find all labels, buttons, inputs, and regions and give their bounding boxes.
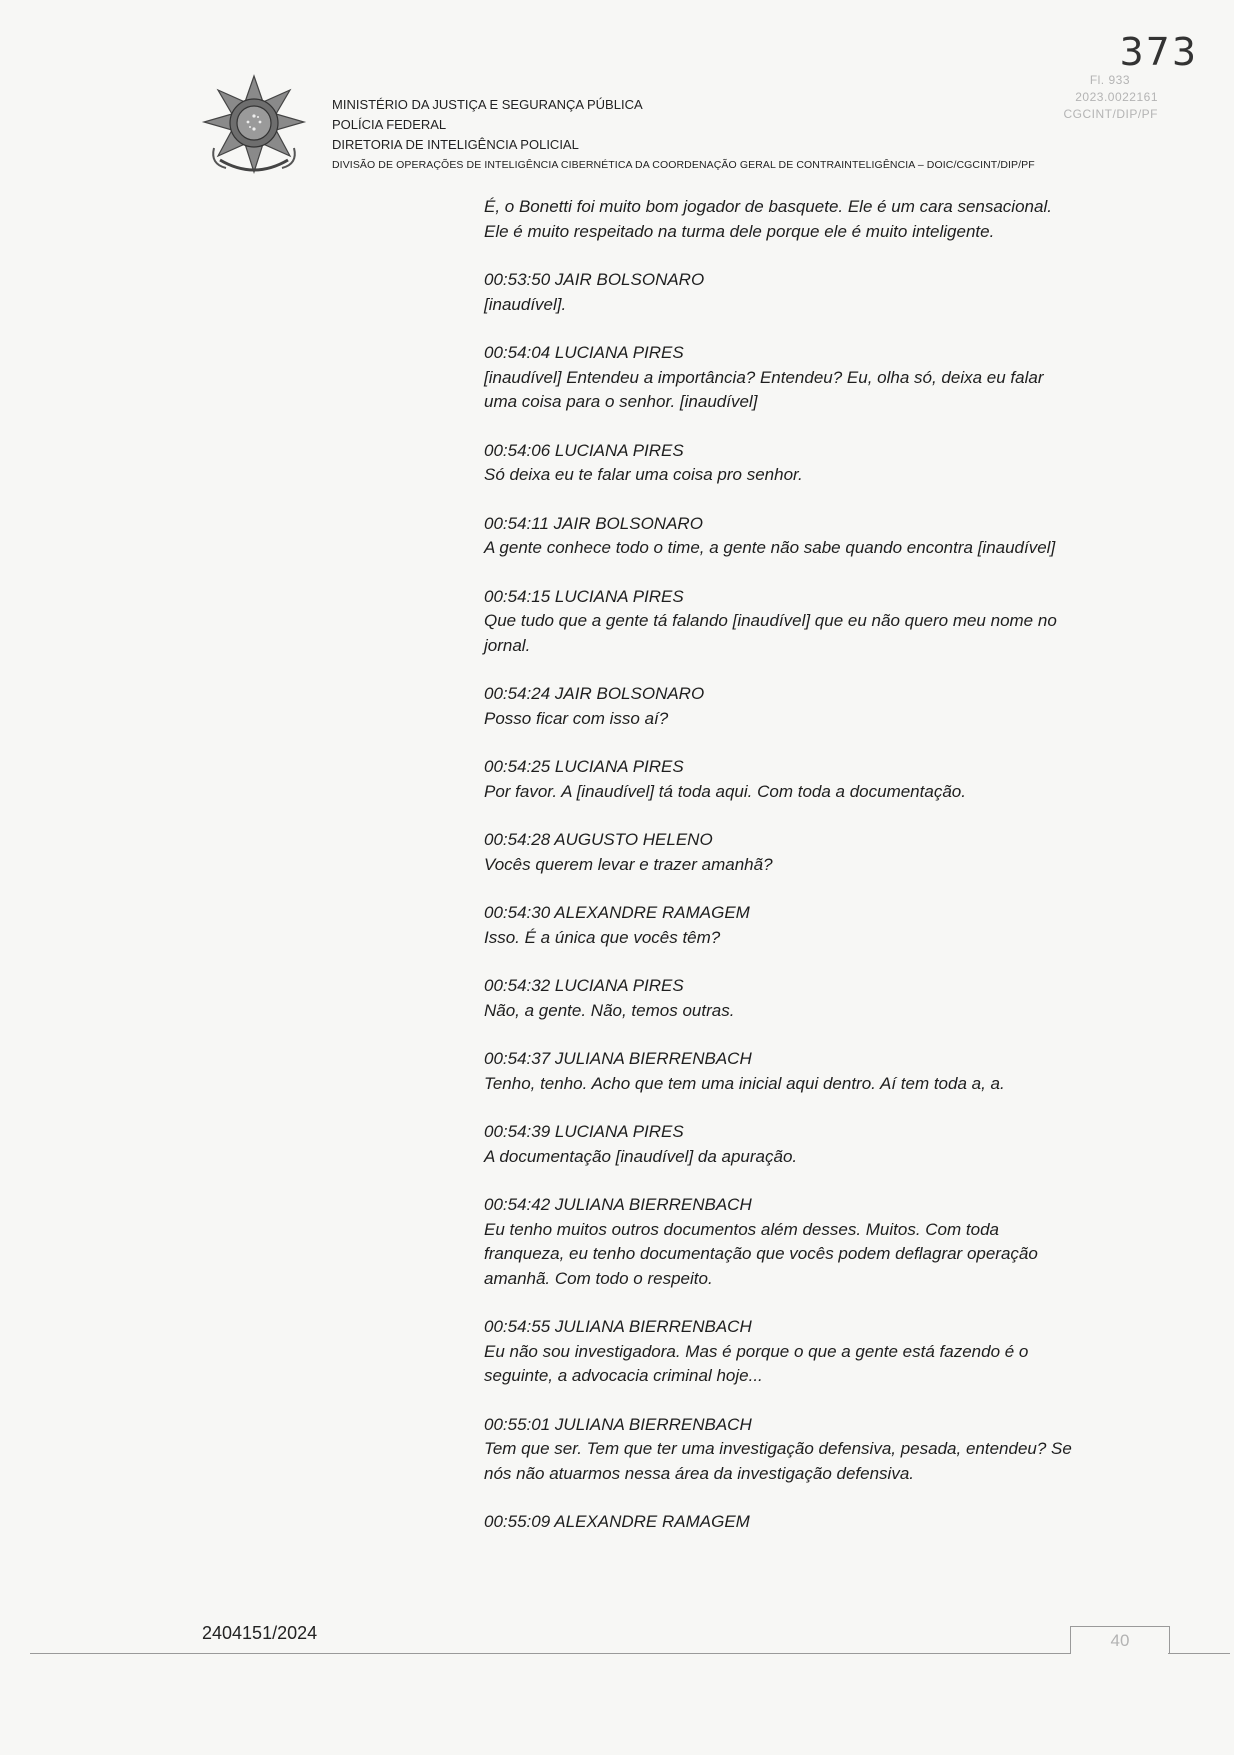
transcript-line: [inaudível]. — [484, 294, 567, 314]
transcript-line: Isso. É a única que vocês têm? — [484, 927, 721, 947]
speaker-name: LUCIANA PIRES — [554, 586, 684, 606]
transcript-line: Ele é muito respeitado na turma dele porque ele é muito inteligente. — [484, 221, 995, 241]
footer-divider — [30, 1653, 1070, 1654]
speaker-line — [484, 1193, 1124, 1218]
speaker-line — [484, 828, 1124, 853]
timestamp: 00:54:39 — [484, 1122, 551, 1141]
speaker-name: ALEXANDRE RAMAGEM — [554, 903, 750, 922]
speaker-line — [484, 1120, 1124, 1145]
protocol-unit: CGCINT/DIP/PF — [1063, 107, 1158, 121]
speaker-line — [484, 1413, 1124, 1438]
protocol-stamp — [1063, 72, 1158, 123]
ministry-name: MINISTÉRIO DA JUSTIÇA E SEGURANÇA PÚBLICA — [332, 97, 643, 112]
timestamp: 00:54:37 — [484, 1049, 551, 1068]
speaker-name: ALEXANDRE RAMAGEM — [554, 1512, 750, 1531]
transcript-line: Tenho, tenho. Acho que tem uma inicial aqui dentro. Aí tem toda a, a. — [484, 1073, 1005, 1093]
timestamp: 00:54:28 — [484, 830, 551, 849]
speaker-name: LUCIANA PIRES — [554, 440, 684, 460]
transcript-line: É, o Bonetti foi muito bom jogador de basquete. Ele é um cara sensacional. — [484, 197, 1052, 216]
brazil-coat-of-arms-icon — [200, 72, 308, 180]
speaker-name: JULIANA BIERRENBACH — [554, 1317, 752, 1336]
transcript-entry — [484, 1315, 1124, 1389]
transcript-line: Eu tenho muitos outros documentos além desses. Muitos. Com toda — [484, 1219, 999, 1239]
speaker-name: JULIANA BIERRENBACH — [554, 1049, 752, 1068]
speaker-name: JAIR BOLSONARO — [553, 513, 703, 533]
transcript-line: Não, a gente. Não, temos outras. — [484, 1000, 735, 1020]
page-number: 40 — [1070, 1626, 1170, 1654]
transcript-line: nós não atuarmos nessa área da investigação defensiva. — [484, 1463, 914, 1483]
transcript-entry — [484, 1413, 1124, 1487]
speaker-name: LUCIANA PIRES — [554, 1122, 684, 1141]
speaker-line — [484, 439, 1124, 464]
transcript-entry — [484, 585, 1124, 659]
transcript-line: Vocês querem levar e trazer amanhã? — [484, 854, 773, 874]
transcript-line: Tem que ser. Tem que ter uma investigação defensiva, pesada, entendeu? Se — [484, 1439, 1072, 1458]
transcript-line: Que tudo que a gente tá falando [inaudível] que eu não quero meu nome no — [484, 611, 1057, 630]
speaker-line — [484, 974, 1124, 999]
transcript-line: A documentação [inaudível] da apuração. — [484, 1146, 798, 1166]
timestamp: 00:54:55 — [484, 1317, 551, 1336]
transcript-body — [484, 195, 1124, 1559]
speaker-line — [484, 755, 1124, 780]
speaker-name: JULIANA BIERRENBACH — [554, 1414, 752, 1434]
timestamp: 00:54:15 — [484, 586, 551, 606]
transcript-entry — [484, 901, 1124, 950]
transcript-line: A gente conhece todo o time, a gente não sabe quando encontra [inaudível] — [484, 538, 1056, 557]
transcript-entry — [484, 268, 1124, 317]
speaker-line — [484, 512, 1124, 537]
transcript-line: franqueza, eu tenho documentação que vocês podem deflagrar operação — [484, 1244, 1038, 1263]
transcript-line: Por favor. A [inaudível] tá toda aqui. Com toda a documentação. — [484, 781, 966, 801]
speaker-name: LUCIANA PIRES — [554, 976, 684, 995]
speaker-name: JAIR BOLSONARO — [554, 684, 705, 703]
transcript-line: Só deixa eu te falar uma coisa pro senhor. — [484, 465, 803, 484]
transcript-entry — [484, 755, 1124, 804]
directorate-name: DIRETORIA DE INTELIGÊNCIA POLICIAL — [332, 137, 579, 152]
folio-number: Fl. 933 — [1089, 73, 1130, 87]
speaker-line — [484, 682, 1124, 707]
transcript-entry — [484, 512, 1124, 561]
transcript-entry — [484, 828, 1124, 877]
transcript-intro — [484, 195, 1124, 244]
transcript-line: [inaudível] Entendeu a importância? Entendeu? Eu, olha só, deixa eu falar — [484, 367, 1044, 387]
speaker-line — [484, 1315, 1124, 1340]
transcript-entry — [484, 1193, 1124, 1291]
transcript-entry — [484, 1047, 1124, 1096]
document-number: 2404151/2024 — [202, 1623, 318, 1643]
timestamp: 00:54:24 — [484, 684, 551, 703]
transcript-line: seguinte, a advocacia criminal hoje... — [484, 1366, 763, 1385]
speaker-line — [484, 341, 1124, 366]
speaker-name: LUCIANA PIRES — [554, 343, 684, 362]
transcript-line: uma coisa para o senhor. [inaudível] — [484, 392, 758, 411]
timestamp: 00:55:01 — [484, 1414, 551, 1434]
transcript-entry — [484, 439, 1124, 488]
protocol-number: 2023.0022161 — [1075, 90, 1158, 104]
speaker-line — [484, 1047, 1124, 1072]
speaker-name: JAIR BOLSONARO — [554, 270, 705, 289]
speaker-name: JULIANA BIERRENBACH — [554, 1195, 752, 1214]
timestamp: 00:54:06 — [484, 440, 551, 460]
timestamp: 00:55:09 — [484, 1512, 551, 1531]
timestamp: 00:54:30 — [484, 903, 551, 922]
timestamp: 00:54:42 — [484, 1195, 551, 1214]
transcript-line: Posso ficar com isso aí? — [484, 708, 669, 728]
transcript-entry — [484, 682, 1124, 731]
transcript-line: Eu não sou investigadora. Mas é porque o que a gente está fazendo é o — [484, 1341, 1029, 1361]
transcript-entry — [484, 341, 1124, 415]
page-stamp-number: 373 — [1119, 30, 1198, 74]
timestamp: 00:54:32 — [484, 976, 551, 995]
transcript-entry — [484, 1120, 1124, 1169]
timestamp: 00:54:25 — [484, 757, 551, 776]
speaker-line — [484, 268, 1124, 293]
transcript-entry — [484, 1510, 1124, 1535]
timestamp: 00:54:11 — [484, 513, 549, 533]
timestamp: 00:53:50 — [484, 270, 551, 289]
speaker-line — [484, 585, 1124, 610]
timestamp: 00:54:04 — [484, 343, 551, 362]
speaker-name: AUGUSTO HELENO — [554, 830, 713, 849]
footer-divider-tail — [1168, 1653, 1230, 1654]
division-name: DIVISÃO DE OPERAÇÕES DE INTELIGÊNCIA CIBERNÉTICA DA COORDENAÇÃO GERAL DE CONTRAINTELIGÊNCIA – DOIC/CGCINT/DIP/PF — [332, 159, 1035, 171]
speaker-name: LUCIANA PIRES — [554, 757, 684, 776]
letterhead — [332, 95, 1035, 175]
transcript-entries — [484, 268, 1124, 1535]
agency-name: POLÍCIA FEDERAL — [332, 117, 447, 132]
transcript-entry — [484, 974, 1124, 1023]
speaker-line — [484, 901, 1124, 926]
transcript-line: amanhã. Com todo o respeito. — [484, 1268, 713, 1288]
speaker-line — [484, 1510, 1124, 1535]
transcript-line: jornal. — [484, 635, 531, 655]
